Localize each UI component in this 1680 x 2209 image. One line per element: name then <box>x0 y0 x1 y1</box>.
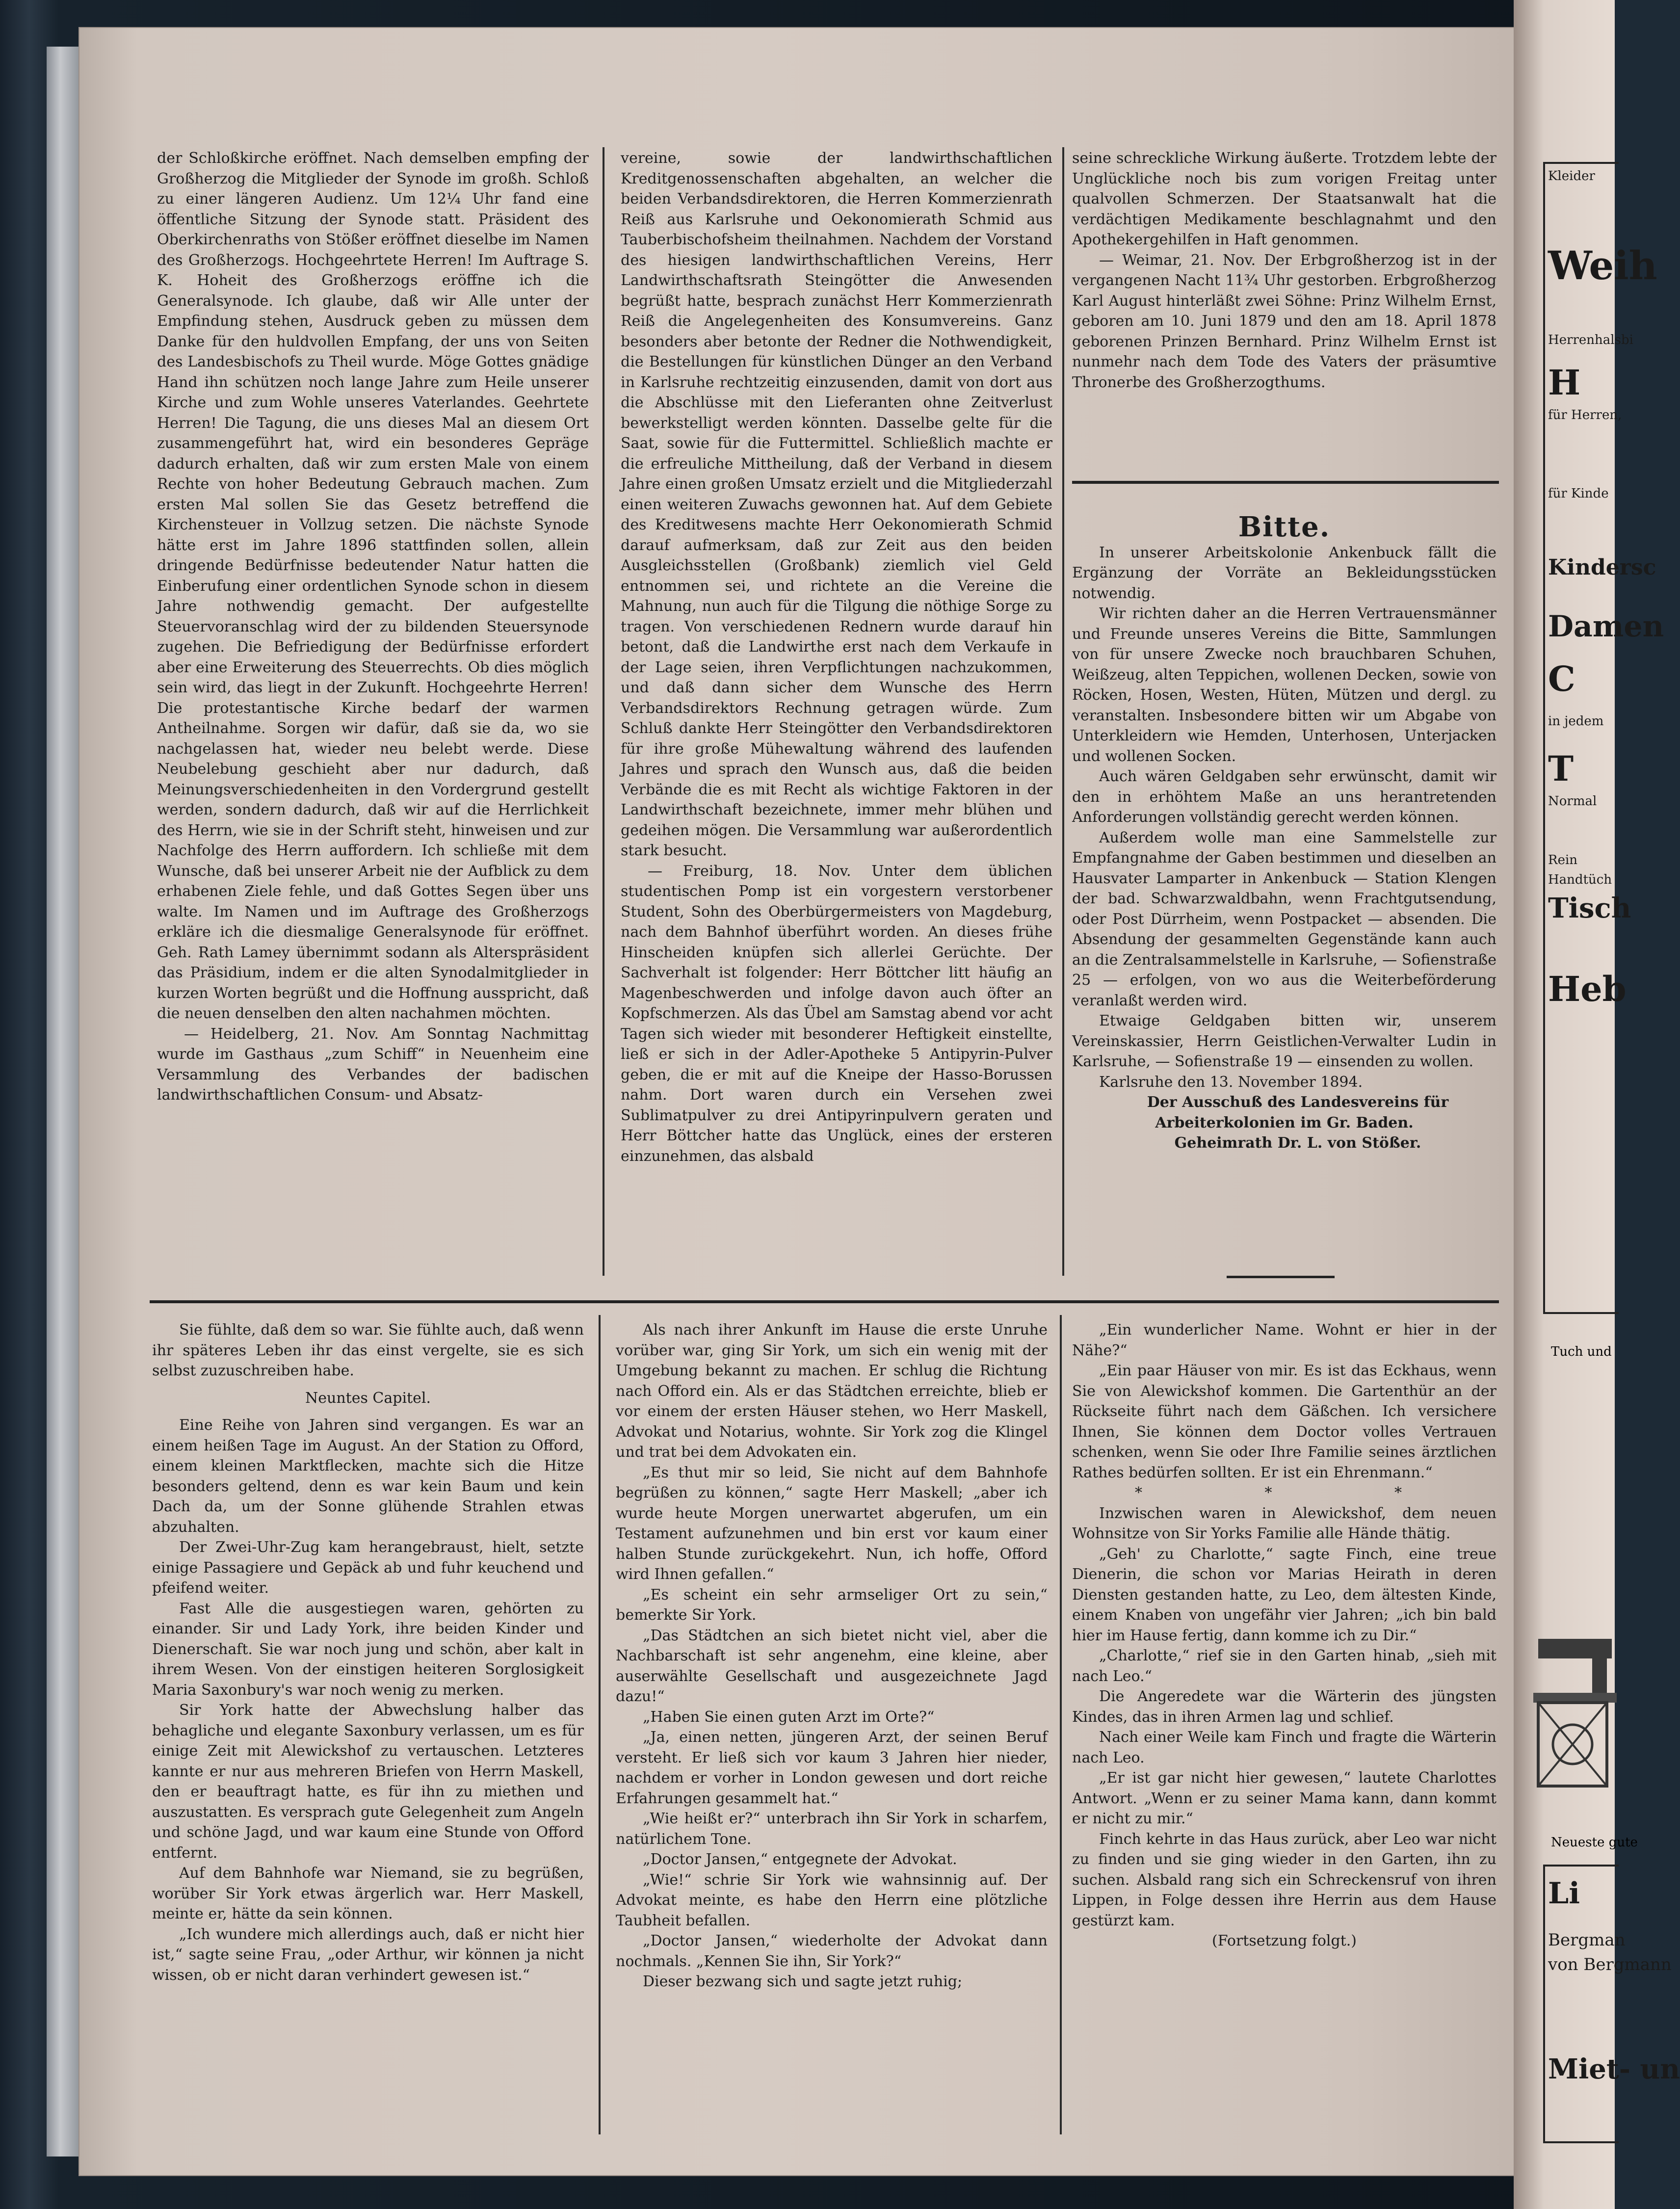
continued-note: (Fortsetzung folgt.) <box>1212 1932 1357 1949</box>
column-divider <box>1062 147 1064 1276</box>
story-paragraph: „Ich wundere mich allerdings auch, daß er nicht hier ist,“ sagte seine Frau, „oder Arthur, wir können ja nicht wissen, ob er nicht daran verhindert gewesen ist.“ <box>152 1925 584 1984</box>
ad-text: Heb <box>1548 969 1627 1009</box>
ad-text: Neueste gute <box>1551 1835 1638 1850</box>
story-paragraph: „Ein wunderlicher Name. Wohnt er hier in der Nähe?“ <box>1072 1321 1496 1359</box>
story-paragraph: „Ein paar Häuser von mir. Es ist das Eckhaus, wenn Sie von Alewickshof kommen. Die Gartenthür an der Rückseite führt nach dem Gäßchen. Ich versichere Ihnen, Sie können dem Doctor volles Vertrauen schenken, wenn Sie oder Ihre Familie seines ärztlichen Rathes bedürfen sollten. Er ist ein Ehrenmann.“ <box>1072 1362 1496 1481</box>
story-paragraph: Eine Reihe von Jahren sind vergangen. Es war an einem heißen Tage im August. An der Station zu Offord, einem kleinen Marktflecken, machte sich die Hitze besonders geltend, denn es war kein Baum und kein Dach da, um der Sonne glühende Strahlen etwas abzuhalten. <box>152 1417 584 1536</box>
ad-text: für Herren, <box>1548 408 1622 422</box>
ad-text: Normal <box>1548 794 1597 809</box>
ad-text: Kindersc <box>1548 555 1656 580</box>
facing-page <box>1514 0 1680 2209</box>
article-paragraph: — Heidelberg, 21. Nov. Am Sonntag Nachmittag wurde im Gasthaus „zum Schiff“ in Neuenheim eine Versammlung des Verbandes der badischen landwirthschaftlichen Consum- und Absatz- <box>157 1025 589 1104</box>
article-paragraph: — Freiburg, 18. Nov. Unter dem üblichen studentischen Pomp ist ein vorgestern verstorbener Student, Sohn des Oberbürgermeisters von Magdeburg, nach dem Bahnhof überführt worden. An dieses frühe Hinscheiden knüpfen sich allerlei Gerüchte. Der Sachverhalt ist folgender: Herr Böttcher litt häufig an Magenbeschwerden und infolge davon auch öfter an Kopfschmerzen. Als das Übel am Samstag abend vor acht Tagen sich wieder mit besonderer Heftigkeit einstellte, ließ er sich in der Adler-Apotheke 5 Antipyrin-Pulver geben, die er mit auf die Kneipe der Hasso-Borussen nahm. Dort waren durch ein Versehen zwei Sublimatpulver zu drei Antipyrinpulvern geraten und Herr Böttcher hatte das Unglück, eines der ersteren einzunehmen, das alsbald <box>621 862 1052 1165</box>
story-paragraph: „Das Städtchen an sich bietet nicht viel, aber die Nachbarschaft ist sehr angenehm, eine kleine, aber auserwählte Gesellschaft und ausgezeichnete Jagd dazu!“ <box>616 1627 1048 1705</box>
story-paragraph: „Geh' zu Charlotte,“ sagte Finch, eine treue Dienerin, die schon vor Marias Heirath in deren Diensten gestanden hatte, zu Leo, dem ältesten Kinde, einem Knaben von ungefähr vier Jahren; „ich bin bald hier im Hause fertig, dann komme ich zu Dir.“ <box>1072 1545 1496 1644</box>
story-paragraph: Inzwischen waren in Alewickshof, dem neuen Wohnsitze von Sir Yorks Familie alle Hände thätig. <box>1072 1504 1496 1542</box>
column-divider <box>599 1315 601 2134</box>
notice-heading: Bitte. <box>1238 511 1331 543</box>
story-paragraph: „Wie!“ schrie Sir York wie wahnsinnig auf. Der Advokat meinte, es habe den Herrn eine plötzliche Taubheit befallen. <box>616 1871 1048 1929</box>
ad-text: Damen <box>1548 609 1664 644</box>
story-paragraph: Der Zwei-Uhr-Zug kam herangebraust, hielt, setzte einige Passagiere und Gepäck ab und fuhr keuchend und pfeifend weiter. <box>152 1539 584 1597</box>
chapter-heading: Neuntes Capitel. <box>305 1389 431 1407</box>
notice-paragraph: Wir richten daher an die Herren Vertrauensmänner und Freunde unseres Vereins die Bitte, Sammlungen von für unsere Zwecke noch brauchbaren Schuhen, Weißzeug, alten Teppichen, wollenen Decken, sowie von Röcken, Hosen, Westen, Hüten, Mützen und dergl. zu veranstalten. Insbesondere bitten wir um Abgabe von Unterkleidern wie Hemden, Unterhosen, Unterjacken und wollenen Socken. <box>1072 605 1496 765</box>
ad-text: von Bergmann <box>1548 1955 1672 1974</box>
story-paragraph: „Charlotte,“ rief sie in den Garten hinab, „sieh mit nach Leo.“ <box>1072 1647 1496 1685</box>
story-paragraph: „Wie heißt er?“ unterbrach ihn Sir York in scharfem, natürlichem Tone. <box>616 1810 1048 1848</box>
story-paragraph: Nach einer Weile kam Finch und fragte die Wärterin nach Leo. <box>1072 1729 1496 1766</box>
article-column-1 <box>157 148 589 1277</box>
article-paragraph: vereine, sowie der landwirthschaftlichen Kreditgenossenschaften abgehalten, an welcher die beiden Verbandsdirektoren, die Herren Kommerzienrath Reiß aus Karlsruhe und Oekonomierath Schmid aus Tauberbischofsheim theilnahmen. Nachdem der Vorstand des hiesigen landwirthschaftlichen Vereins, Herr Landwirthschaftsrath Steingötter die Anwesenden begrüßt hatte, besprach zunächst Herr Kommerzienrath Reiß die Angelegenheiten des Konsumvereins. Ganz besonders aber betonte der Redner die Nothwendigkeit, die Bestellungen für künstlichen Dünger an den Verband in Karlsruhe rechtzeitig einzusenden, damit von dort aus die Abschlüsse mit den Lieferanten ohne Zeitverlust bewerkstelligt werden könnten. Dasselbe gelte für die Saat, sowie für die Futtermittel. Schließlich machte er die erfreuliche Mittheilung, daß der Verband in diesem Jahre einen großen Umsatz erzielt und die Mitgliederzahl einen weiteren Zuwachs gewonnen hat. Auf dem Gebiete des Kreditwesens machte Herr Oekonomierath Schmid darauf aufmerksam, daß zur Zeit aus den beiden Ausgleichsstellen (Großbank) ziemlich viel Geld entnommen sei, und richtete an die Vereine die Mahnung, nun auch für die Tilgung die nöthige Sorge zu tragen. Von verschiedenen Rednern wurde darauf hin betont, daß die Landwirthe erst nach dem Verkaufe in der Lage seien, ihren Verpflichtungen nachzukommen, und daß dann sicher dem Wunsche des Herrn Verbandsdirektors Rechnung getragen würde. Zum Schluß dankte Herr Steingötter den Verbandsdirektoren für ihre große Mühewaltung während des laufenden Jahres und sprach den Wunsch aus, daß die beiden Verbände die es mit Recht als wichtige Faktoren in der Landwirthschaft bezeichnete, immer mehr blühen und gedeihen mögen. Die Versammlung war außerordentlich stark besucht. <box>621 150 1052 859</box>
advertisement-box <box>1543 162 1664 1314</box>
story-paragraph: „Es scheint ein sehr armseliger Ort zu sein,“ bemerkte Sir York. <box>616 1586 1048 1624</box>
ad-text: für Kinde <box>1548 486 1609 501</box>
column-divider <box>603 147 604 1276</box>
article-paragraph: der Schloßkirche eröffnet. Nach demselben empfing der Großherzog die Mitglieder der Synode im großh. Schloß zu einer längeren Audienz. Um 12¼ Uhr fand eine öffentliche Sitzung der Synode statt. Präsident des Oberkirchenraths von Stößer eröffnet dieselbe im Namen des Großherzogs. Hochgeehrtete Herren! Im Auftrage S. K. Hoheit des Großherzogs eröffne ich die Generalsynode. Ich glaube, daß wir Alle unter der Empfindung stehen, Ausdruck geben zu müssen dem Danke für den huldvollen Empfang, der uns von Seiten des Landesbischofs zu Theil wurde. Möge Gottes gnädige Hand ihn schützen noch lange Jahre zum Heile unserer Kirche und zum Wohle unseres Vaterlandes. Geehrtete Herren! Die Tagung, die uns dieses Mal an diesem Ort zusammengeführt hat, wird ein besonderes Gepräge dadurch erhalten, daß wir zum ersten Male von einem Rechte von hoher Bedeutung Gebrauch machen. Zum ersten Mal sollen Sie das Gesetz betreffend die Kirchensteuer in Vollzug setzen. Die nächste Synode hätte erst im Jahre 1896 stattfinden sollen, allein dringende Bedürfnisse bedeutender Natur hatten die Einberufung einer ordentlichen Synode schon in diesem Jahre nothwendig gemacht. Der aufgestellte Steuervoranschlag wird der zu bildenden Steuersynode zugehen. Die Befriedigung der Bedürfnisse erfordert aber eine Erweiterung des Steuerrechts. Ob dies möglich sein wird, das liegt in der Zukunft. Hochgeehrte Herren! Die protestantische Kirche bedarf der warmen Antheilnahme. Sorgen wir dafür, daß sie da, wo sie nachgelassen hat, wieder neu belebt werde. Diese Neubelebung geschieht aber nur dadurch, daß Meinungsverschiedenheiten in den Vordergrund gestellt werden, sondern dadurch, daß wir auf die Herrlichkeit des Herrn, wie sie in der Schrift steht, hinweisen und zur Nachfolge des Herrn auffordern. Ich schließe mit dem Wunsche, daß bei unserer Arbeit nie der Aufblick zu dem erhabenen Ziele fehle, und daß Gottes Segen über uns walte. Im Namen und im Auftrage des Großherzogs erkläre ich die diesmalige Generalsynode für eröffnet. Geh. Rath Lamey übernimmt sodann als Alterspräsident das Präsidium, indem er die alten Synodalmitglieder in kurzen Worten begrüßt und die Hoffnung ausspricht, daß die neuen denselben den alten nachahmen möchten. <box>157 150 589 1022</box>
ad-text: Bergman <box>1548 1930 1626 1950</box>
ad-text: Li <box>1548 1876 1580 1911</box>
ad-text: Tisch <box>1548 892 1631 924</box>
notice-paragraph: Außerdem wolle man eine Sammelstelle zur Empfangnahme der Gaben bestimmen und dieselben an Hausvater Lamparter in Ankenbuck — Station Klengen der bad. Schwarzwaldbahn, wenn Frachtgutsendung, oder Post Dürrheim, wenn Postpacket — absenden. Die Absendung der gesammelten Gegenstände kann auch an die Zentralsammelstelle in Karlsruhe, — Sofienstraße 25 — erfolgen, von wo aus die Weiterbeförderung veranlaßt werden wird. <box>1072 829 1496 1009</box>
article-paragraph: — Weimar, 21. Nov. Der Erbgroßherzog ist in der vergangenen Nacht 11¾ Uhr gestorben. Erbgroßherzog Karl August hinterläßt zwei Söhne: Prinz Wilhelm Ernst, geboren am 10. Juni 1879 und den am 18. April 1878 geborenen Prinzen Bernhard. Prinz Wilhelm Ernst ist nunmehr nach dem Tode des Vaters der präsumtive Thronerbe des Großherzogthums. <box>1072 251 1496 391</box>
story-paragraph: „Er ist gar nicht hier gewesen,“ lautete Charlottes Antwort. „Wenn er zu seiner Mama kann, dann kommt er nicht zu mir.“ <box>1072 1769 1496 1827</box>
notice-end-rule <box>1227 1276 1335 1278</box>
book-binding <box>47 47 82 2156</box>
ad-text: Tuch und <box>1551 1344 1612 1359</box>
story-paragraph: „Doctor Jansen,“ wiederholte der Advokat dann nochmals. „Kennen Sie ihn, Sir York?“ <box>616 1932 1048 1970</box>
ad-text: C <box>1548 658 1575 699</box>
story-paragraph: Auf dem Bahnhofe war Niemand, sie zu begrüßen, worüber Sir York etwas ärgerlich war. Herr Maskell, meinte er, hätte da sein können. <box>152 1865 584 1922</box>
feuilleton-column-2 <box>616 1320 1048 2134</box>
notice-paragraph: Auch wären Geldgaben sehr erwünscht, damit wir den in erhöhtem Maße an uns herantretenden Anforderungen vollständig gerecht werden können. <box>1072 768 1496 826</box>
sewing-machine-illustration <box>1528 1619 1617 1806</box>
feuilleton-column-3 <box>1072 1320 1496 2134</box>
article-column-3 <box>1072 148 1496 472</box>
story-paragraph: „Haben Sie einen guten Arzt im Orte?“ <box>643 1708 935 1726</box>
ad-text: Kleider <box>1548 169 1595 184</box>
section-rule <box>1072 481 1499 484</box>
story-paragraph: Dieser bezwang sich und sagte jetzt ruhig; <box>643 1973 963 1990</box>
story-paragraph: „Doctor Jansen,“ entgegnete der Advokat. <box>643 1851 957 1868</box>
notice-signer: Geheimrath Dr. L. von Stößer. <box>1174 1134 1421 1152</box>
article-column-2 <box>621 148 1052 1277</box>
story-paragraph: Die Angeredete war die Wärterin des jüngsten Kindes, das in ihren Armen lag und schlief. <box>1072 1688 1496 1726</box>
article-paragraph: seine schreckliche Wirkung äußerte. Trotzdem lebte der Unglückliche noch bis zum vorigen Freitag unter qualvollen Schmerzen. Der Staatsanwalt hat die verdächtigen Medikamente beschlagnahmt und den Apothekergehilfen in Haft genommen. <box>1072 150 1496 248</box>
story-paragraph: „Es thut mir so leid, Sie nicht auf dem Bahnhofe begrüßen zu können,“ sagte Herr Maskell; „aber ich wurde heute Morgen unerwartet abgerufen, um ein Testament aufzunehmen und bin erst vor kaum einer halben Stunde zurückgekehrt. Nun, ich hoffe, Offord wird Ihnen gefallen.“ <box>616 1464 1048 1583</box>
story-paragraph: Als nach ihrer Ankunft im Hause die erste Unruhe vorüber war, ging Sir York, um sich ein wenig mit der Umgebung bekannt zu machen. Er schlug die Richtung nach Offord ein. Als er das Städtchen erreichte, blieb er vor einem der ersten Häuser stehen, wo Herr Maskell, Advokat und Notarius, wohnte. Sir York zog die Klingel und trat bei dem Advokaten ein. <box>616 1321 1048 1461</box>
ad-text: Miet- un <box>1548 2053 1680 2085</box>
feuilleton-divider <box>150 1300 1499 1303</box>
section-stars: * * * <box>1134 1484 1461 1501</box>
ad-text: Handtüch <box>1548 872 1612 887</box>
ad-text: T <box>1548 748 1574 789</box>
notice-signer: Der Ausschuß des Landesvereins für Arbeiterkolonien im Gr. Baden. <box>1147 1094 1449 1131</box>
story-paragraph: Fast Alle die ausgestiegen waren, gehörten zu einander. Sir und Lady York, ihre beiden Kinder und Dienerschaft. Sie war noch jung und schön, aber kalt in ihrem Wesen. Von der einstigen heiteren Sorglosigkeit Maria Saxonbury's war noch wenig zu merken. <box>152 1600 584 1699</box>
story-paragraph: Sie fühlte, daß dem so war. Sie fühlte auch, daß wenn ihr späteres Leben ihr das einst vergelte, sie es sich selbst zuzuschreiben habe. <box>152 1321 584 1379</box>
column-divider <box>1060 1315 1062 2134</box>
advertisement-box <box>1543 1865 1680 2143</box>
ad-text: H <box>1548 362 1581 403</box>
appeal-notice <box>1072 511 1496 1266</box>
ad-text: Weih <box>1548 242 1657 289</box>
notice-paragraph: Etwaige Geldgaben bitten wir, unserem Vereinskassier, Herrn Geistlichen-Verwalter Ludin in Karlsruhe, — Sofienstraße 19 — einsenden zu wollen. <box>1072 1012 1496 1070</box>
notice-paragraph: In unserer Arbeitskolonie Ankenbuck fällt die Ergänzung der Vorräte an Bekleidungsstücken notwendig. <box>1072 544 1496 602</box>
story-paragraph: Sir York hatte der Abwechslung halber das behagliche und elegante Saxonbury verlassen, um es für einige Zeit mit Alewickshof zu vertauschen. Letzteres kannte er nur aus mehreren Briefen von Herrn Maskell, den er beauftragt hatte, es für ihn zu miethen und auszustatten. Es versprach gute Gelegenheit zum Angeln und schöne Jagd, und war kaum eine Stunde von Offord entfernt. <box>152 1702 584 1862</box>
ad-text: Herrenhalsbi <box>1548 333 1633 347</box>
story-paragraph: „Ja, einen netten, jüngeren Arzt, der seinen Beruf versteht. Er ließ sich vor kaum 3 Jahren hier nieder, nachdem er vorher in London gewesen und dort reiche Erfahrungen gesammelt hat.“ <box>616 1729 1048 1807</box>
feuilleton-column-1 <box>152 1320 584 2134</box>
story-paragraph: Finch kehrte in das Haus zurück, aber Leo war nicht zu finden und sie ging wieder in den Garten, ihn zu suchen. Alsbald rang sich ein Schreckensruf von ihren Lippen, in Folge dessen ihre Herrin aus dem Hause gestürzt kam. <box>1072 1830 1496 1929</box>
ad-text: Rein <box>1548 853 1578 868</box>
ad-text: in jedem <box>1548 714 1604 729</box>
notice-date: Karlsruhe den 13. November 1894. <box>1099 1073 1363 1091</box>
